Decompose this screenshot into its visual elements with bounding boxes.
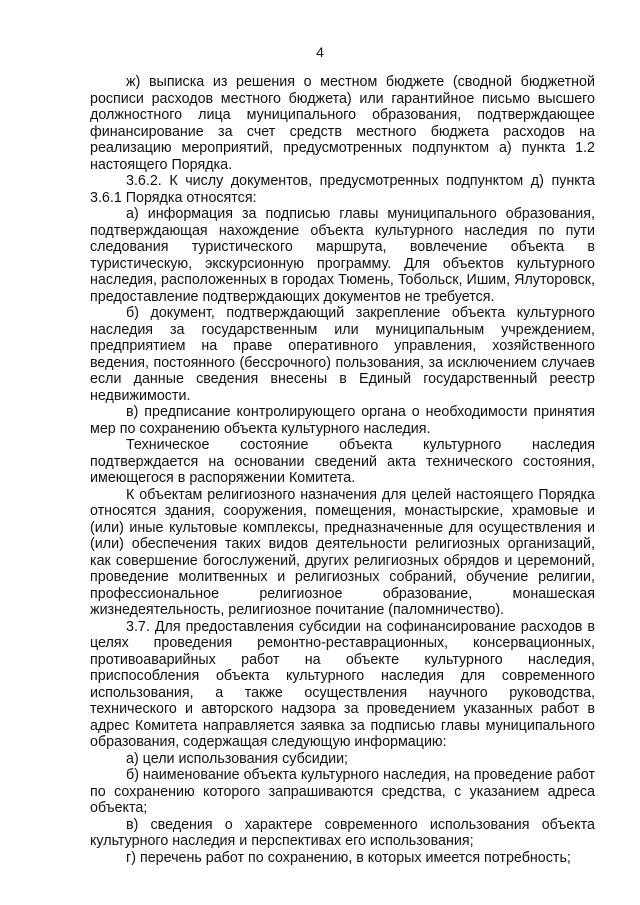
list-item-a: а) цели использования субсидии;	[126, 750, 349, 767]
paragraph-a: а) информация за подписью главы муниципального образования, подтверждающая нахождение объекта культурного наследия по пути следования туристического маршрута, вовлечение объекта в туристическую, экскурсионную программу. Для объектов культурного наследия, расположенных в городах Тюмень, Тобольск, Ишим, Ялуторовск, предоставление подтверждающих документов не требуется.	[90, 206, 595, 305]
list-item-v: в) сведения о характере современного использования объекта культурного наследия и перспективах его использования;	[90, 816, 595, 849]
paragraph-3-6-2: 3.6.2. К числу документов, предусмотренных подпунктом д) пункта 3.6.1 Порядка относятся:	[90, 173, 595, 206]
list-item-b: б) наименование объекта культурного наследия, на проведение работ по сохранению которого запрашиваются средства, с указанием адреса объекта;	[90, 767, 595, 816]
page-number: 4	[316, 44, 324, 60]
paragraph-3-7: 3.7. Для предоставления субсидии на софинансирование расходов в целях проведения ремонтно-реставрационных, консервационных, противоаварийных работ на объекте культурного наследия, приспособления объекта культурного наследия для современного использования, а также осуществления научного руководства, технического и авторского надзора за проведением указанных работ в адрес Комитета направляется заявка за подписью главы муниципального образования, содержащая следующую информацию:	[90, 618, 595, 750]
document-body	[90, 74, 595, 866]
paragraph-technical-state: Техническое состояние объекта культурного наследия подтверждается на основании сведений акта технического состояния, имеющегося в распоряжении Комитета.	[90, 437, 595, 486]
list-item-g: г) перечень работ по сохранению, в которых имеется потребность;	[126, 849, 571, 866]
paragraph-zh: ж) выписка из решения о местном бюджете (сводной бюджетной росписи расходов местного бюджета) или гарантийное письмо высшего должностного лица муниципального образования, подтверждающее финансирование за счет средств местного бюджета расходов на реализацию мероприятий, предусмотренных подпунктом а) пункта 1.2 настоящего Порядка.	[90, 74, 595, 173]
paragraph-religious-objects: К объектам религиозного назначения для целей настоящего Порядка относятся здания, сооружения, помещения, монастырские, храмовые и (или) иные культовые комплексы, предназначенные для осуществления и (или) обеспечения таких видов деятельности религиозных организаций, как совершение богослужений, других религиозных обрядов и церемоний, проведение молитвенных и религиозных собраний, обучение религии, профессиональное религиозное образование, монашеская жизнедеятельность, религиозное почитание (паломничество).	[90, 486, 595, 618]
paragraph-b: б) документ, подтверждающий закрепление объекта культурного наследия за государственным или муниципальным учреждением, предприятием на праве оперативного управления, хозяйственного ведения, постоянного (бессрочного) пользования, за исключением случаев если данные сведения внесены в Единый государственный реестр недвижимости.	[90, 305, 595, 404]
paragraph-v: в) предписание контролирующего органа о необходимости принятия мер по сохранению объекта культурного наследия.	[90, 404, 595, 437]
